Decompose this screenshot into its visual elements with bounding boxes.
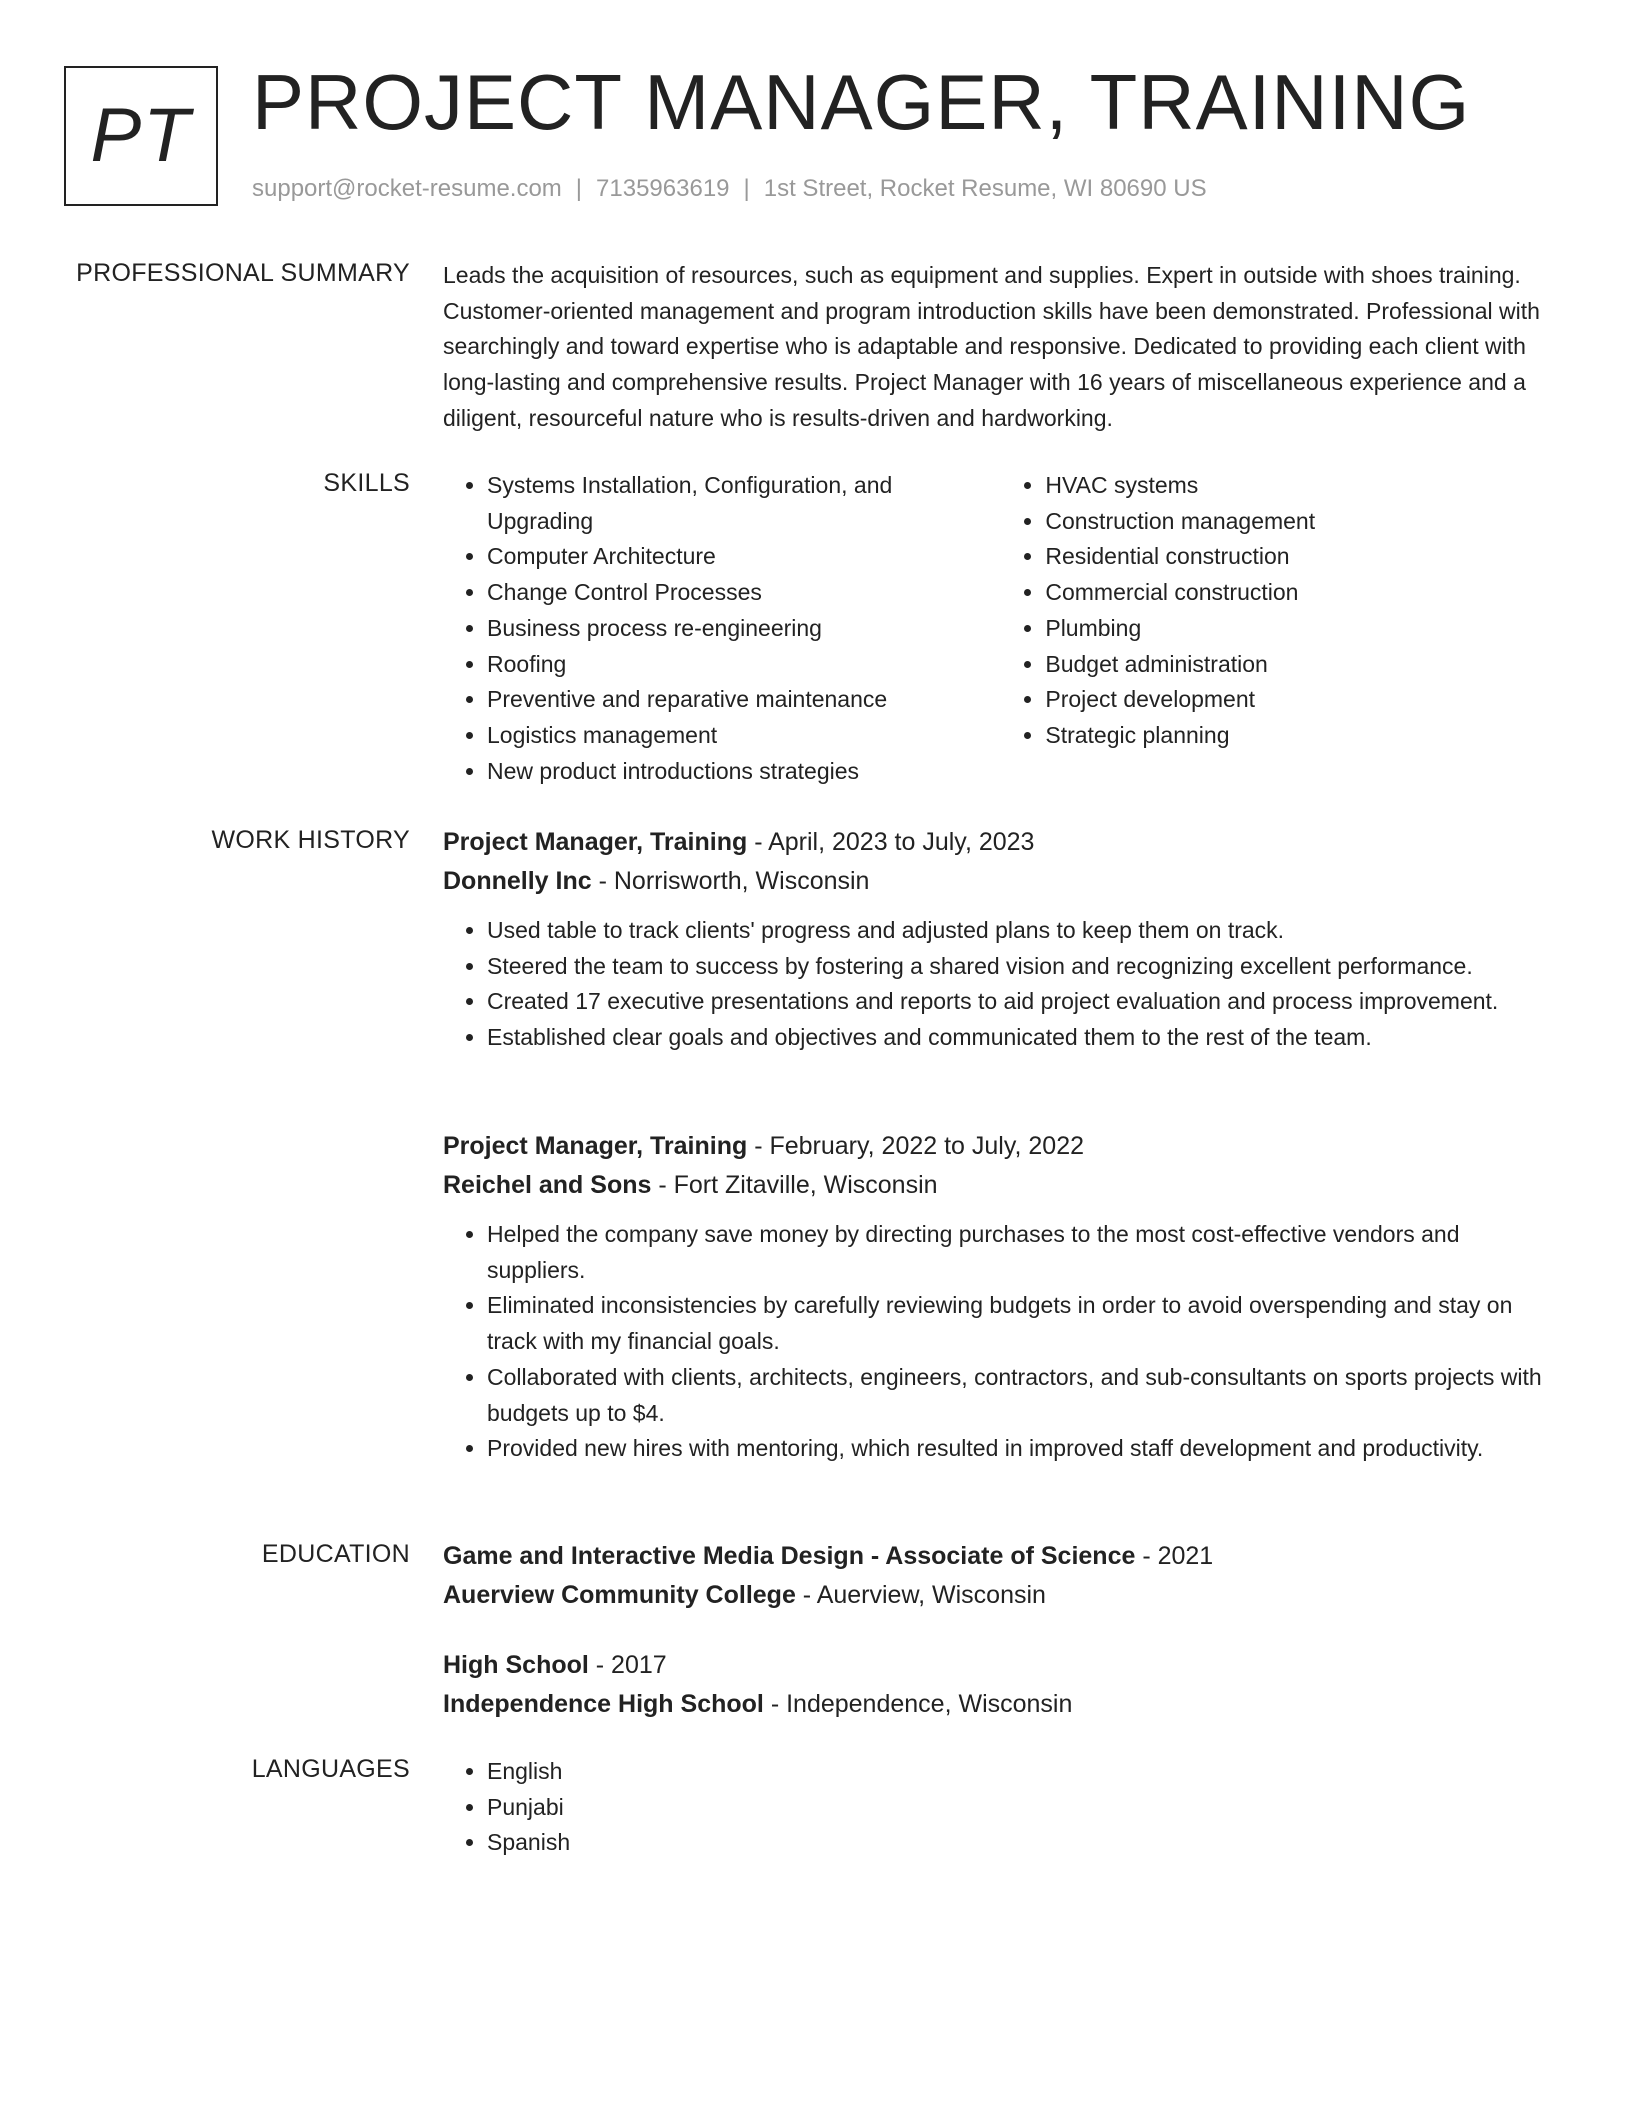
skill-item: • Roofing xyxy=(487,647,1001,683)
contact-phone: 7135963619 xyxy=(596,175,730,202)
job-title-line xyxy=(443,1127,1555,1166)
education-school: Auerview Community College xyxy=(443,1581,796,1609)
education-entry xyxy=(443,1646,1555,1724)
job-role: Project Manager, Training xyxy=(443,1132,748,1160)
job-location: - Fort Zitaville, Wisconsin xyxy=(651,1171,938,1199)
job-duty: • Created 17 executive presentations and reports to aid project evaluation and process improvement. xyxy=(487,984,1555,1020)
job-duties-list xyxy=(443,1217,1555,1467)
monogram-badge xyxy=(64,66,218,206)
language-item: • Punjabi xyxy=(487,1790,1555,1826)
skills-list-left xyxy=(443,468,1001,789)
skill-item: • Logistics management xyxy=(487,718,1001,754)
skill-item: • New product introductions strategies xyxy=(487,754,1001,790)
job-duty: • Helped the company save money by directing purchases to the most cost-effective vendors and suppliers. xyxy=(487,1217,1555,1288)
job-company: Donnelly Inc xyxy=(443,867,592,895)
education-degree: High School xyxy=(443,1651,589,1679)
summary-text: Leads the acquisition of resources, such as equipment and supplies. Expert in outside with shoes training. Customer-oriented management and program introduction skills have been demonstrated. Professional with searchingly and toward expertise who is adaptable and responsive. Dedicated to providing each client with long-lasting and comprehensive results. Project Manager with 16 years of miscellaneous experience and a diligent, resourceful nature who is results-driven and hardworking. xyxy=(443,262,1540,431)
job-entry xyxy=(443,1127,1555,1467)
skill-item: • Strategic planning xyxy=(1045,718,1555,754)
education-location: - Independence, Wisconsin xyxy=(763,1690,1073,1718)
skill-item: • Computer Architecture xyxy=(487,539,1001,575)
job-duty: • Established clear goals and objectives and communicated them to the rest of the team. xyxy=(487,1020,1555,1056)
job-dates: - February, 2022 to July, 2022 xyxy=(747,1132,1085,1160)
contact-separator: | xyxy=(743,175,750,202)
contact-line xyxy=(252,173,1207,204)
skill-item: • Budget administration xyxy=(1045,647,1555,683)
contact-address: 1st Street, Rocket Resume, WI 80690 US xyxy=(763,175,1207,202)
education-degree-line xyxy=(443,1646,1555,1685)
work-history-heading: WORK HISTORY xyxy=(211,826,410,854)
job-company-line xyxy=(443,862,1555,901)
skill-item: • Commercial construction xyxy=(1045,575,1555,611)
language-item: • Spanish xyxy=(487,1825,1555,1861)
languages-heading: LANGUAGES xyxy=(251,1755,410,1783)
job-duty: • Steered the team to success by fostering a shared vision and recognizing excellent performance. xyxy=(487,949,1555,985)
job-duty: • Used table to track clients' progress and adjusted plans to keep them on track. xyxy=(487,913,1555,949)
skill-item: • Systems Installation, Configuration, and Upgrading xyxy=(487,468,1001,539)
contact-email: support@rocket-resume.com xyxy=(252,175,562,202)
education-degree-line xyxy=(443,1537,1555,1576)
contact-separator: | xyxy=(575,175,583,202)
education-school-line xyxy=(443,1576,1555,1615)
skill-item: • Change Control Processes xyxy=(487,575,1001,611)
education-degree: Game and Interactive Media Design - Associate of Science xyxy=(443,1542,1136,1570)
education-entry xyxy=(443,1537,1555,1615)
candidate-name: PROJECT MANAGER, TRAINING xyxy=(252,58,1471,146)
skill-item: • Construction management xyxy=(1045,504,1555,540)
job-company-line xyxy=(443,1166,1555,1205)
job-company: Reichel and Sons xyxy=(443,1171,652,1199)
skill-item: • Business process re-engineering xyxy=(487,611,1001,647)
summary-heading: PROFESSIONAL SUMMARY xyxy=(76,259,410,287)
education-year: - 2017 xyxy=(588,1651,667,1679)
monogram-initials: PT xyxy=(90,93,192,178)
languages-list xyxy=(443,1754,1555,1861)
skill-item: • Project development xyxy=(1045,682,1555,718)
skills-heading: SKILLS xyxy=(323,469,410,497)
job-duty: • Collaborated with clients, architects, engineers, contractors, and sub-consultants on sports projects with budgets up to $4. xyxy=(487,1360,1555,1431)
job-entry xyxy=(443,823,1555,1056)
job-dates: - April, 2023 to July, 2023 xyxy=(747,828,1035,856)
job-duty: • Provided new hires with mentoring, which resulted in improved staff development and productivity. xyxy=(487,1431,1555,1467)
job-duty: • Eliminated inconsistencies by carefully reviewing budgets in order to avoid overspending and stay on track with my financial goals. xyxy=(487,1288,1555,1359)
education-year: - 2021 xyxy=(1135,1542,1214,1570)
skill-item: • Residential construction xyxy=(1045,539,1555,575)
skills-list-right xyxy=(1001,468,1555,789)
education-location: - Auerview, Wisconsin xyxy=(795,1581,1046,1609)
job-location: - Norrisworth, Wisconsin xyxy=(591,867,870,895)
education-heading: EDUCATION xyxy=(261,1540,410,1568)
job-title-line xyxy=(443,823,1555,862)
job-role: Project Manager, Training xyxy=(443,828,748,856)
skill-item: • Plumbing xyxy=(1045,611,1555,647)
job-duties-list xyxy=(443,913,1555,1056)
education-school: Independence High School xyxy=(443,1690,764,1718)
skill-item: • Preventive and reparative maintenance xyxy=(487,682,1001,718)
skill-item: • HVAC systems xyxy=(1045,468,1555,504)
language-item: • English xyxy=(487,1754,1555,1790)
education-school-line xyxy=(443,1685,1555,1724)
